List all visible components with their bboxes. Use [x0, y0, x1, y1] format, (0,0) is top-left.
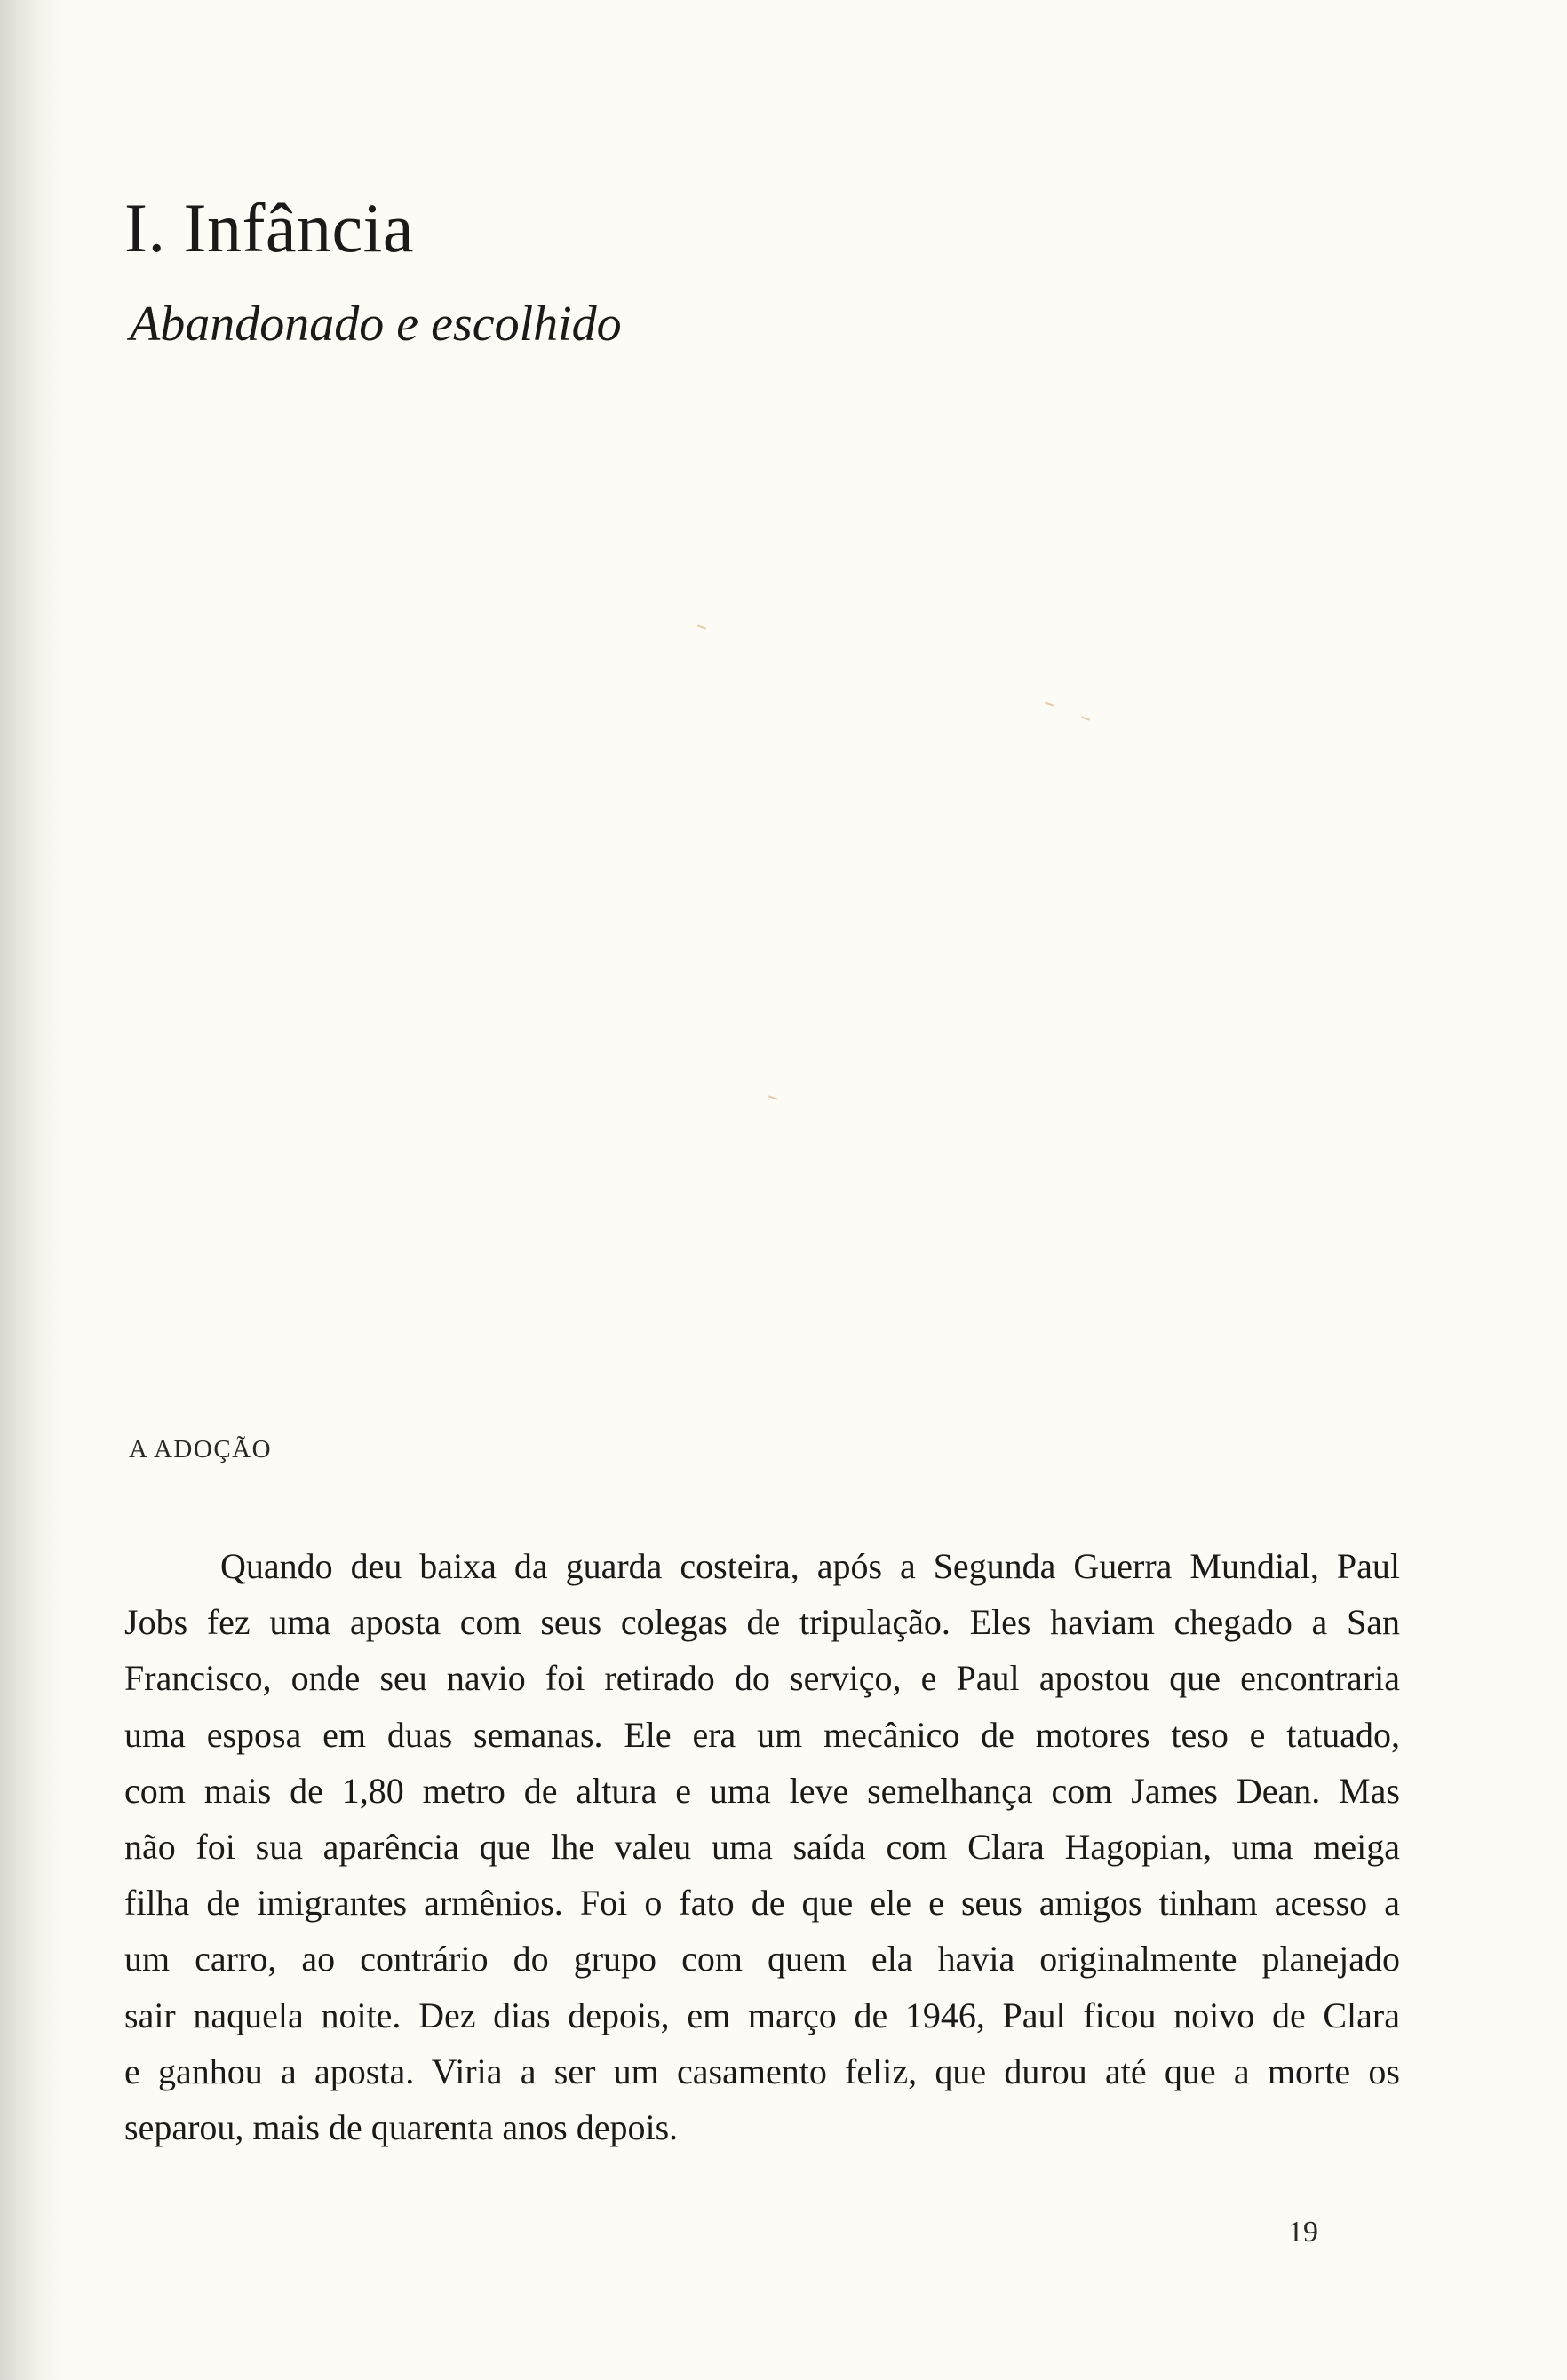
- paper-speck: [697, 624, 706, 629]
- paper-speck: [1045, 702, 1054, 706]
- paper-speck: [1081, 716, 1090, 720]
- chapter-title-text: Infância: [183, 189, 414, 266]
- paragraph-line: com mais de 1,80 metro de altura e uma leve semelhança com James Dean. Mas: [124, 1770, 1400, 1811]
- paragraph-line: Francisco, onde seu navio foi retirado do serviço, e Paul apostou que encontraria: [124, 1658, 1400, 1699]
- paragraph-line: um carro, ao contrário do grupo com quem ela havia originalmente planejado: [124, 1939, 1400, 1979]
- paragraph-line: filha de imigrantes armênios. Foi o fato de que ele e seus amigos tinham acesso a: [124, 1883, 1400, 1924]
- chapter-number: I.: [124, 189, 166, 266]
- paragraph-line: sair naquela noite. Dez dias depois, em março de 1946, Paul ficou noivo de Clara: [124, 1995, 1400, 2035]
- page-number: 19: [1288, 2216, 1318, 2249]
- paper-speck: [768, 1095, 777, 1099]
- paragraph-line: Jobs fez uma aposta com seus colegas de tripulação. Eles haviam chegado a San: [124, 1602, 1400, 1643]
- section-heading: A ADOÇÃO: [129, 1435, 273, 1464]
- body-paragraph: [124, 1538, 1400, 2155]
- chapter-subtitle: Abandonado e escolhido: [130, 297, 622, 352]
- paragraph-line: e ganhou a aposta. Viria a ser um casamento feliz, que durou até que a morte os: [124, 2051, 1400, 2091]
- paragraph-line: Quando deu baixa da guarda costeira, após a Segunda Guerra Mundial, Paul: [220, 1546, 1400, 1586]
- chapter-title: [124, 188, 414, 268]
- paragraph-line: separou, mais de quarenta anos depois.: [124, 2106, 679, 2147]
- paragraph-line: uma esposa em duas semanas. Ele era um mecânico de motores teso e tatuado,: [124, 1714, 1400, 1755]
- paragraph-line: não foi sua aparência que lhe valeu uma saída com Clara Hagopian, uma meiga: [124, 1826, 1400, 1867]
